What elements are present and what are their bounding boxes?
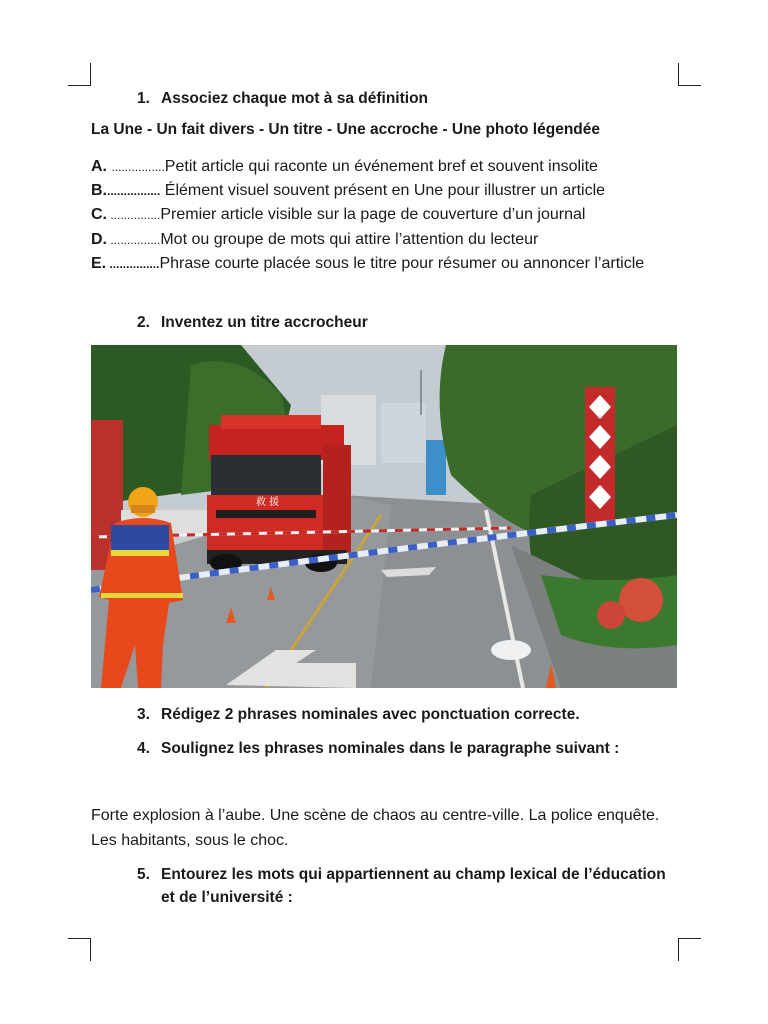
definition-letter: A. [91,158,107,175]
definition-text: Élément visuel souvent présent en Une pour illustrer un article [160,182,606,200]
fire-truck-photo [91,345,677,688]
crop-mark-top-left [68,63,91,86]
question-5 [137,863,687,909]
definition-letter: C. [91,206,107,224]
question-5-text: Entourez les mots qui appartiennent au champ lexical de l’éducation et de l’université : [161,866,666,906]
blank-line: ............... [106,256,160,271]
blank-line: ............... [107,208,161,223]
question-2-number: 2. [137,314,150,331]
question-5-number: 5. [137,866,150,883]
question-2 [137,311,368,334]
definition-d [91,228,686,252]
photo-illustration [91,345,677,688]
crop-mark-bottom-right [678,938,701,961]
question-3-text: Rédigez 2 phrases nominales avec ponctuation correcte. [161,706,580,723]
crop-mark-top-right [678,63,701,86]
blank-line: ................ [111,160,165,174]
exercise-paragraph: Forte explosion à l’aube. Une scène de chaos au centre-ville. La police enquête. Les habitants, sous le choc. [91,807,660,849]
definition-letter: B. [91,182,107,200]
definition-text: Premier article visible sur la page de couverture d’un journal [160,206,586,224]
definition-a [91,155,686,179]
blank-line: ................ [107,184,161,199]
question-3 [137,703,580,726]
question-4 [137,737,619,760]
truck-lettering: 救 援 [256,497,280,508]
definition-text: Petit article qui raconte un événement bref et souvent insolite [164,158,598,175]
question-1-text: Associez chaque mot à sa définition [161,90,429,107]
crop-mark-bottom-left [68,938,91,961]
definition-letter: D. [91,230,107,248]
blank-line: ............... [107,232,161,247]
question-2-text: Inventez un titre accrocheur [161,314,368,331]
definition-e [91,252,686,276]
word-list: La Une - Un fait divers - Un titre - Une accroche - Une photo légendée [91,121,600,138]
question-3-number: 3. [137,706,150,723]
definition-b [91,179,686,203]
definition-c [91,203,686,227]
question-4-text: Soulignez les phrases nominales dans le paragraphe suivant : [161,740,620,757]
definition-text: Phrase courte placée sous le titre pour résumer ou annoncer l’article [159,254,645,272]
question-1-number: 1. [137,90,150,107]
question-1 [137,87,428,110]
definitions-list [91,155,686,276]
definition-letter: E. [91,254,107,272]
definition-text: Mot ou groupe de mots qui attire l’attention du lecteur [160,230,539,248]
question-4-number: 4. [137,740,150,757]
